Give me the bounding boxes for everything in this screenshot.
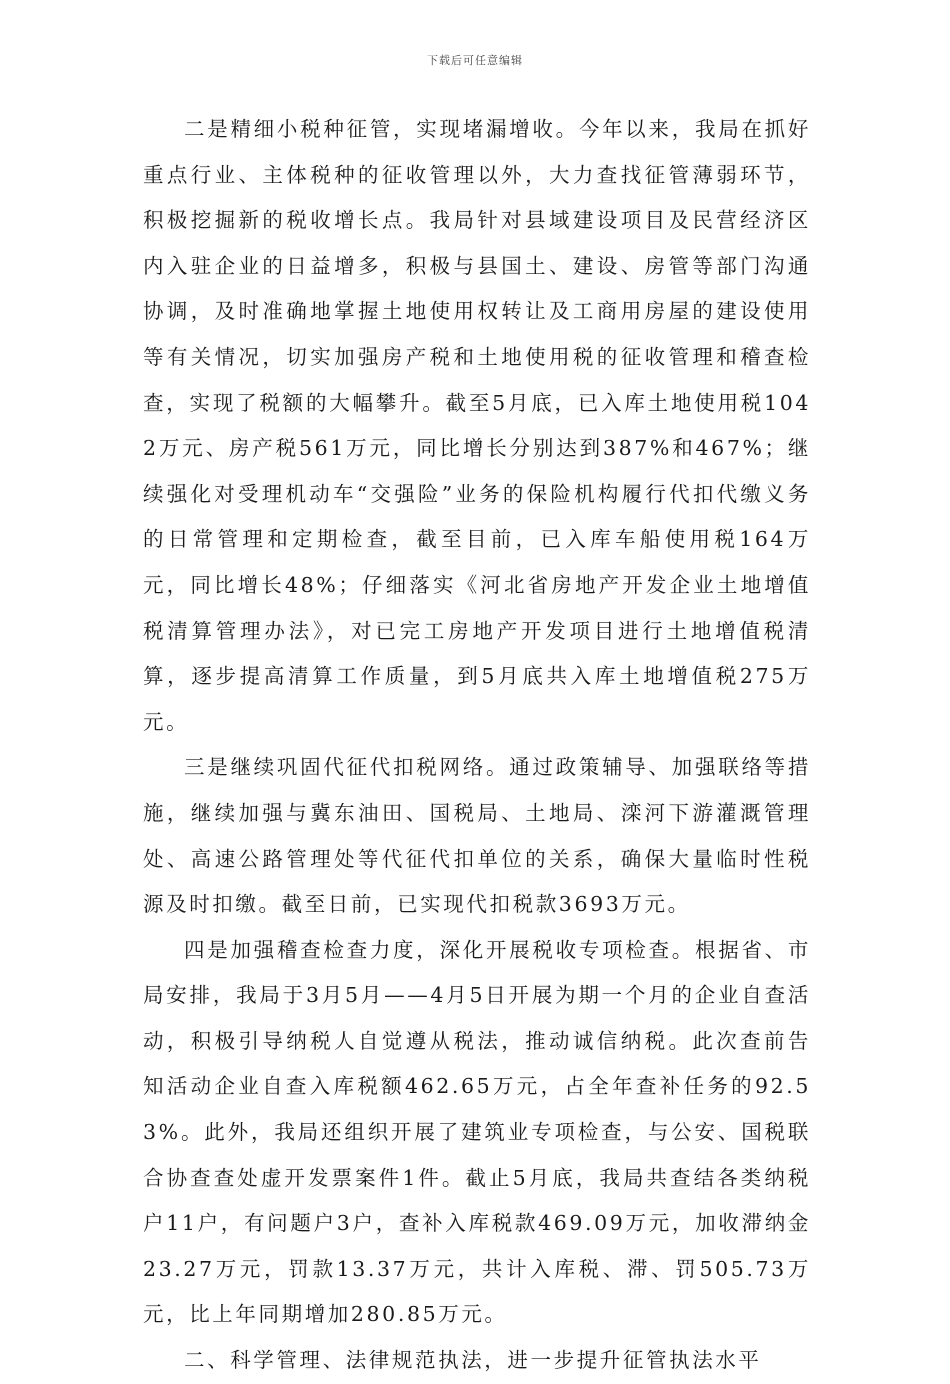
document-body: [143, 107, 811, 1384]
paragraph-small-tax-management: 二是精细小税种征管，实现堵漏增收。今年以来，我局在抓好重点行业、主体税种的征收管理以外，大力查找征管薄弱环节，积极挖掘新的税收增长点。我局针对县域建设项目及民营经济区内入驻企业的日益增多，积极与县国土、建设、房管等部门沟通协调，及时准确地掌握土地使用权转让及工商用房屋的建设使用等有关情况，切实加强房产税和土地使用税的征收管理和稽查检查，实现了税额的大幅攀升。截至5月底，已入库土地使用税1042万元、房产税561万元，同比增长分别达到387%和467%；继续强化对受理机动车“交强险”业务的保险机构履行代扣代缴义务的日常管理和定期检查，截至目前，已入库车船使用税164万元，同比增长48%；仔细落实《河北省房地产开发企业土地增值税清算管理办法》，对已完工房地产开发项目进行土地增值税清算，逐步提高清算工作质量，到5月底共入库土地增值税275万元。: [143, 117, 811, 734]
page-header-note: 下载后可任意编辑: [427, 54, 523, 67]
section-heading-law-enforcement: 二、科学管理、法律规范执法，进一步提升征管执法水平: [184, 1348, 762, 1373]
paragraph-audit-inspection: 四是加强稽查检查力度，深化开展税收专项检查。根据省、市局安排，我局于3月5月——4月5日开展为期一个月的企业自查活动，积极引导纳税人自觉遵从税法，推动诚信纳税。此次查前告知活动企业自查入库税额462.65万元，占全年查补任务的92.53%。此外，我局还组织开展了建筑业专项检查，与公安、国税联合协查查处虚开发票案件1件。截止5月底，我局共查结各类纳税户11户，有问题户3户，查补入库税款469.09万元，加收滞纳金23.27万元，罚款13.37万元，共计入库税、滞、罚505.73万元，比上年同期增加280.85万元。: [143, 937, 811, 1327]
paragraph-withholding-network: 三是继续巩固代征代扣税网络。通过政策辅导、加强联络等措施，继续加强与冀东油田、国税局、土地局、滦河下游灌溉管理处、高速公路管理处等代征代扣单位的关系，确保大量临时性税源及时扣缴。截至日前，已实现代扣税款3693万元。: [143, 755, 811, 917]
